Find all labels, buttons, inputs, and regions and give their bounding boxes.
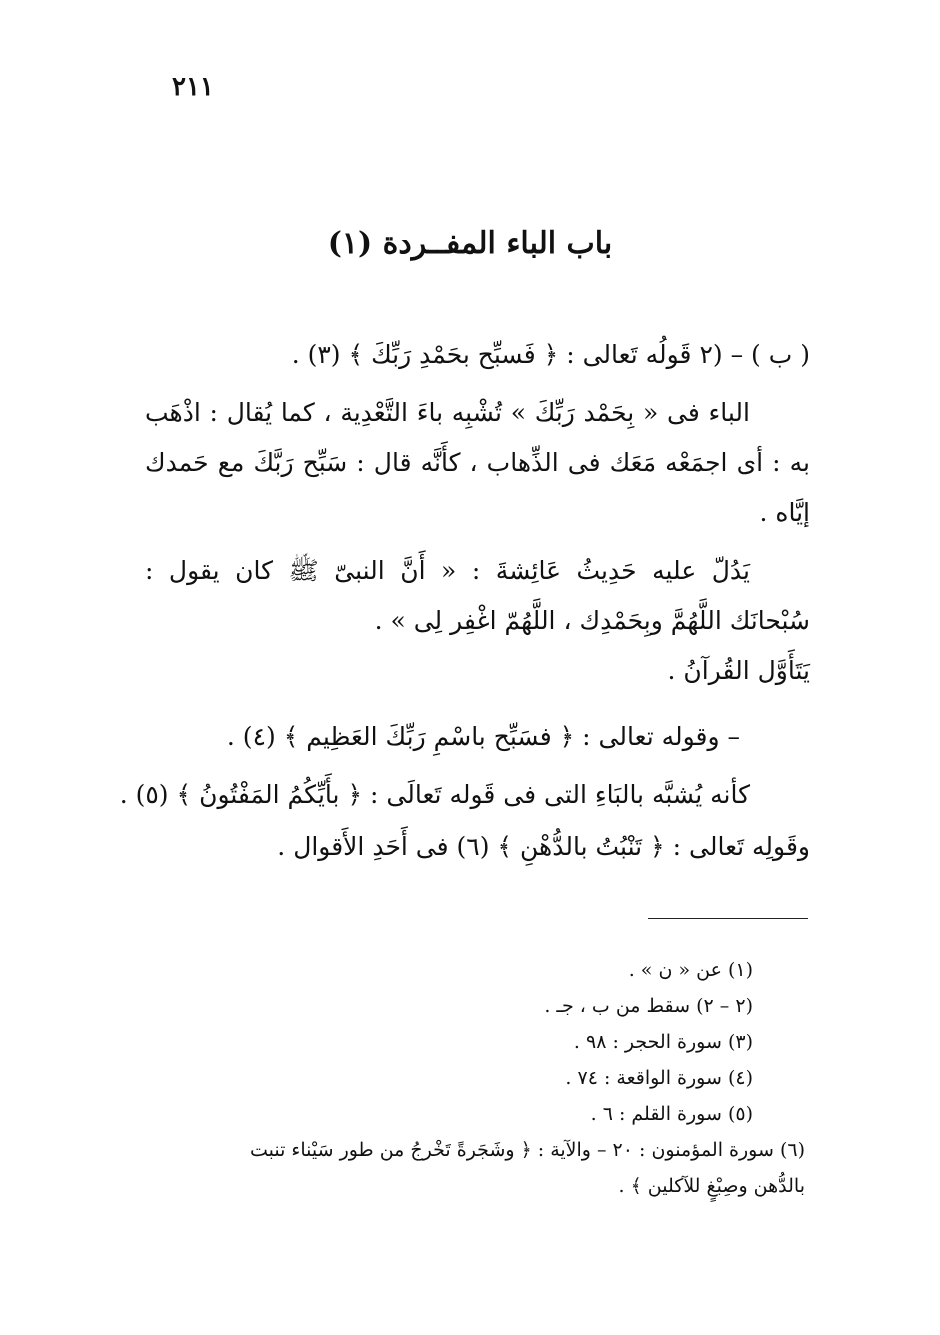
paragraph-explanation: الباء فى « بِحَمْد رَبِّكَ » تُشْبِه باءَ التَّعْدِية ، كما يُقال : اذْهَب به : أى اجمَعْه مَعَك فى الذِّهاب ، كأَنَّه قال : سَبِّح رَبَّكَ مع حَمدك إيَّاه . [145,398,810,527]
main-text-block [145,388,810,696]
final-line: وقَولِه تَعالى : ﴿ تَنْبُتُ بالدُّهْنِ ﴾ (٦) فى أَحَدِ الأَقوال . [277,832,810,861]
verse-line: – وقوله تعالى : ﴿ فسَبِّح باسْمِ رَبِّكَ العَظِيم ﴾ (٤) . [226,722,740,751]
chapter-title: باب الباء المفــردة (١) [327,226,613,261]
footnote-3: (٣) سورة الحجر : ٩٨ . [573,1031,753,1053]
comparison-line: كأنه يُشبَّه بالبَاءِ التى فى قَوله تَعالَى : ﴿ بأَيِّكُمُ المَفْتُونُ ﴾ (٥) . [119,780,750,809]
page-number: ٢١١ [172,72,214,102]
footnote-6-continuation: بالدُّهن وصِبْغٍ للآكلين ﴾ . [618,1175,805,1197]
footnote-2: (٢ – ٢) سقط من ب ، جـ . [544,995,753,1017]
footnote-1: (١) عن « ن » . [628,959,753,981]
footnote-5: (٥) سورة القلم : ٦ . [590,1103,753,1125]
footnote-divider [648,918,808,919]
footnote-4: (٤) سورة الواقعة : ٧٤ . [565,1067,753,1089]
paragraph-quran-interpretation: يَتَأَوَّل القُرآنُ . [667,656,810,685]
entry-header: ( ب ) – (٢ قَولُه تَعالى : ﴿ فَسبِّح بحَمْدِ رَبِّكَ ﴾ (٣) . [291,340,810,369]
footnote-6: (٦) سورة المؤمنون : ٢٠ – والآية : ﴿ وشَجَرةً تَخْرجُ من طور سَيْناء تنبت [249,1139,805,1161]
footnotes-block [140,952,805,1204]
paragraph-hadith: يَدُلّ عليه حَدِيثُ عَائِشةَ : « أَنَّ النبىّ ﷺ كان يقول : سُبْحانَك اللَّهُمَّ وبِحَمْدِك ، اللَّهُمّ اغْفِر لِى » . [145,556,810,635]
